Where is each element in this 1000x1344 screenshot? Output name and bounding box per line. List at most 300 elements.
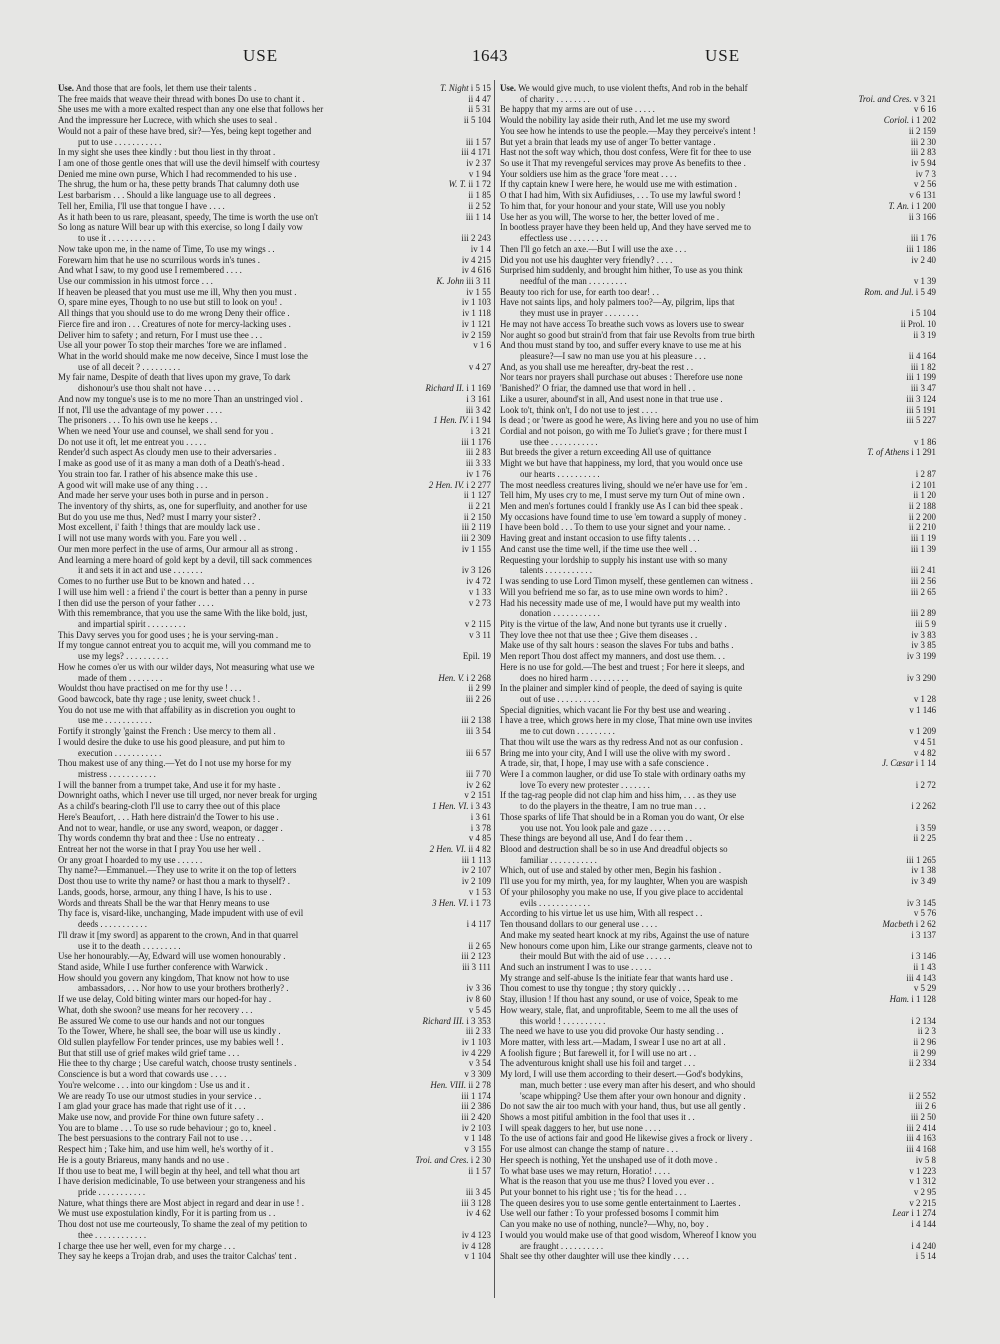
entry-line — [58, 908, 491, 919]
act-scene-line: v 1 94 — [468, 168, 491, 179]
quotation-text: Do not use it oft, let me entreat you . . . . . — [58, 436, 207, 447]
quotation-text: A foolish figure ; But farewell it, for I will use no art . . — [500, 1047, 696, 1058]
entry-line — [58, 930, 491, 941]
quotation-text: Bring me into your city, And I will use the olive with my sword . — [500, 747, 731, 758]
citation — [887, 994, 936, 1005]
entry-line — [58, 383, 491, 394]
act-scene-line: i 3 161 — [466, 393, 491, 404]
entry-line — [58, 1219, 491, 1230]
quotation-text: I am glad your grace has made that right use of it . . . — [58, 1101, 246, 1112]
citation — [459, 544, 491, 555]
act-scene-line: iv 3 145 — [906, 897, 936, 908]
entry-line — [500, 115, 936, 126]
entry-line — [58, 769, 491, 780]
entry-line — [500, 1241, 936, 1252]
citation — [910, 833, 936, 844]
citation — [906, 512, 936, 523]
act-scene-line: ii 2 99 — [468, 683, 491, 694]
entry-line — [58, 608, 491, 619]
act-scene-line: iii 3 128 — [461, 1197, 491, 1208]
act-scene-line: iv 1 155 — [461, 543, 491, 554]
citation — [911, 179, 936, 190]
entry-line — [58, 330, 491, 341]
act-scene-line: i 3 43 — [470, 801, 491, 812]
entry-line — [58, 447, 491, 458]
entry-line — [58, 598, 491, 609]
quotation-text: I will speak daggers to her, but use none . . . . — [500, 1122, 661, 1133]
quotation-text: I will the banner from a trumpet take, And use it for my haste . — [58, 779, 281, 790]
quotation-text: And what I saw, to my good use I remembered . . . . — [58, 265, 242, 276]
act-scene-line: i 2 87 — [915, 468, 936, 479]
quotation-text: What in the world should make me now deceive, Since I must lose the — [58, 350, 308, 361]
act-scene-line: iv 1 55 — [466, 286, 491, 297]
quotation-text: If not, I'll use the advantage of my power . . . . — [58, 404, 223, 415]
play-title: Rom. and Jul. — [864, 286, 914, 297]
act-scene-line: iv 4 128 — [461, 1240, 491, 1251]
entry-line — [500, 383, 936, 394]
citation — [463, 469, 491, 480]
entry-line — [58, 405, 491, 416]
quotation-text: I have been bold . . . To them to use your signet and your name. . — [500, 522, 731, 533]
citation — [429, 898, 491, 909]
entry-line — [58, 115, 491, 126]
citation — [465, 201, 491, 212]
quotation-text: Had his necessity made use of me, I would have put my wealth into — [500, 597, 741, 608]
act-scene-line: i 5 15 — [470, 83, 491, 93]
act-scene-line: v 6 131 — [909, 190, 936, 201]
quotation-text: My lord, I will use them according to their desert.—God's bodykins, — [500, 1069, 743, 1080]
act-scene-line: v 1 148 — [464, 1133, 491, 1144]
citation — [908, 630, 936, 641]
act-scene-line: iii 2 83 — [910, 147, 936, 158]
act-scene-line: v 3 54 — [468, 1058, 491, 1069]
entry-line — [58, 308, 491, 319]
entry-line — [500, 662, 936, 673]
act-scene-line: v 1 86 — [913, 436, 936, 447]
quotation-text: Make use now, and provide For thine own future safety . . — [58, 1112, 264, 1122]
act-scene-line: i 3 21 — [470, 426, 491, 436]
act-scene-line: iii 2 414 — [906, 1122, 936, 1133]
citation — [459, 522, 491, 533]
left-column — [58, 83, 491, 1262]
act-scene-line: i 1 128 — [911, 994, 936, 1005]
play-title: Richard III. — [422, 1015, 465, 1026]
entry-line — [500, 598, 936, 609]
act-scene-line: i 2 277 — [466, 479, 491, 490]
quotation-text: Comes to no further use But to be known and hated . . . — [58, 576, 255, 587]
act-scene-line: iv 1 76 — [466, 468, 491, 479]
quotation-text: and impartial spirit . . . . . . . . . — [78, 618, 186, 629]
entry-line — [500, 1230, 936, 1241]
citation — [463, 137, 491, 148]
act-scene-line: iii 1 39 — [910, 543, 936, 554]
entry-line — [58, 201, 491, 212]
entry-line — [58, 1166, 491, 1177]
entry-line — [58, 94, 491, 105]
citation — [906, 705, 936, 716]
quotation-text: Wouldst thou have practised on me for thy use ! . . . — [58, 683, 242, 694]
quotation-text: Be happy that my arms are out of use . . . . . — [500, 104, 655, 115]
quotation-text: this world ! . . . . . . . . . . — [520, 1015, 606, 1026]
act-scene-line: v 3 11 — [469, 629, 491, 640]
entry-line — [58, 169, 491, 180]
play-title: Lear — [892, 1208, 910, 1219]
quotation-text: Our men more perfect in the use of arms, Our armour all as strong . — [58, 543, 298, 554]
quotation-text: They say he keeps a Trojan drab, and uses the traitor Calchas' tent . — [58, 1251, 297, 1262]
entry-line — [58, 1069, 491, 1080]
citation — [459, 876, 491, 887]
citation — [458, 533, 491, 544]
act-scene-line: iv 4 123 — [461, 1229, 491, 1240]
entry-line — [58, 983, 491, 994]
entry-line — [58, 512, 491, 523]
entry-line — [58, 394, 491, 405]
quotation-text: If thy captain knew I were here, he would use me with estimation . — [500, 179, 737, 190]
citation — [903, 1133, 936, 1144]
entry-line — [58, 1080, 491, 1091]
citation — [463, 447, 491, 458]
citation — [908, 640, 936, 651]
act-scene-line: iii 1 176 — [461, 436, 491, 447]
quotation-text: How weary, stale, flat, and unprofitable, Seem to me all the uses of — [500, 1004, 738, 1015]
quotation-text: Lest barbarism . . . Should a like language use to all degrees . — [58, 190, 276, 201]
entry-line — [500, 522, 936, 533]
citation — [429, 801, 491, 812]
entry-line — [58, 619, 491, 630]
entry-line — [500, 169, 936, 180]
citation — [423, 383, 492, 394]
entry-line — [58, 941, 491, 952]
act-scene-line: iii 1 174 — [461, 1090, 491, 1101]
quotation-text: A good wit will make use of any thing . . . — [58, 479, 208, 490]
citation — [861, 287, 936, 298]
quotation-text: He may not have access To breathe such vows as lovers use to swear — [500, 318, 744, 329]
quotation-text: Most excellent, i' faith ! things that are mouldy lack use . — [58, 522, 260, 533]
act-scene-line: i 2 72 — [915, 779, 936, 790]
act-scene-line: iv 5 94 — [911, 158, 936, 169]
citation — [911, 104, 936, 115]
quotation-text: Were I a common laugher, or did use To stale with ordinary oaths my — [500, 769, 746, 779]
entry-line — [500, 297, 936, 308]
citation — [463, 287, 491, 298]
act-scene-line: i 2 268 — [466, 672, 491, 683]
citation — [459, 865, 491, 876]
act-scene-line: i 5 49 — [915, 286, 936, 297]
quotation-text: The adventurous knight shall use his foil and target . . . — [500, 1058, 696, 1069]
entry-line — [500, 1208, 936, 1219]
act-scene-line: ii 4 82 — [468, 844, 491, 855]
entry-line — [58, 1155, 491, 1166]
act-scene-line: iii 2 386 — [461, 1101, 491, 1112]
headword: Use. — [500, 83, 517, 93]
act-scene-line: i 1 274 — [911, 1208, 936, 1219]
entry-line — [58, 673, 491, 684]
act-scene-line: iii 5 191 — [906, 404, 936, 415]
citation — [458, 147, 491, 158]
quotation-text: Nor tears nor prayers shall purchase out abuses : Therefore use none — [500, 372, 743, 383]
entry-line — [58, 522, 491, 533]
citation — [911, 694, 936, 705]
entry-line — [500, 426, 936, 437]
citation — [458, 233, 491, 244]
citation — [458, 1101, 491, 1112]
entry-line — [58, 662, 491, 673]
citation — [903, 855, 936, 866]
quotation-text: Would the nobility lay aside their ruth, And let me use my sword — [500, 115, 730, 126]
entry-line — [500, 1058, 936, 1069]
citation — [463, 1187, 491, 1198]
entry-line — [500, 694, 936, 705]
entry-line — [58, 1016, 491, 1027]
citation — [903, 973, 936, 984]
citation — [459, 855, 491, 866]
entry-line — [500, 340, 936, 351]
entry-line — [58, 1026, 491, 1037]
quotation-text: These things are beyond all use, And I do fear them . . — [500, 833, 692, 844]
act-scene-line: iv 1 38 — [911, 865, 936, 876]
citation — [466, 1005, 491, 1016]
citation — [908, 1016, 936, 1027]
act-scene-line: ii 2 65 — [468, 940, 491, 951]
quotation-text: Is dead ; or 'twere as good he were, As living here and you no use of him — [500, 415, 759, 426]
quotation-text: How should you govern any kingdom, That know not how to use — [58, 972, 290, 983]
act-scene-line: v 4 82 — [913, 747, 936, 758]
quotation-text: Tell him, My uses cry to me, I must serve my turn Out of mine own . — [500, 490, 745, 501]
entry-line — [58, 1123, 491, 1134]
quotation-text: Have not saints lips, and holy palmers too?—Ay, pilgrim, lips that — [500, 297, 735, 308]
quotation-text: use it to the death . . . . . . . . . — [78, 940, 181, 951]
entry-line — [500, 1123, 936, 1134]
quotation-text: Here's Beaufort, . . . Hath here distrain'd the Tower to his use . — [58, 811, 279, 822]
citation — [460, 651, 491, 662]
act-scene-line: ii 4 47 — [468, 93, 491, 104]
entry-line — [500, 640, 936, 651]
entry-line — [500, 565, 936, 576]
entry-line — [58, 898, 491, 909]
entry-line — [500, 544, 936, 555]
quotation-text: In my sight she uses thee kindly : but thou liest in thy throat . — [58, 147, 276, 158]
act-scene-line: iv 3 199 — [906, 651, 936, 662]
act-scene-line: iv 4 62 — [466, 1208, 491, 1219]
play-title: 3 Hen. VI. — [432, 897, 469, 908]
act-scene-line: iii 2 41 — [910, 565, 936, 576]
entry-line — [58, 490, 491, 501]
citation — [435, 673, 491, 684]
citation — [855, 94, 936, 105]
citation — [463, 694, 491, 705]
citation — [463, 212, 491, 223]
right-column — [500, 83, 936, 1262]
citation — [906, 501, 936, 512]
act-scene-line: v 1 33 — [468, 586, 491, 597]
quotation-text: Stay, illusion ! If thou hast any sound, or use of voice, Speak to me — [500, 994, 738, 1005]
entry-line — [58, 544, 491, 555]
entry-line — [500, 362, 936, 373]
act-scene-line: v 2 115 — [464, 618, 491, 629]
citation — [468, 812, 491, 823]
page-number: 1643 — [472, 46, 508, 65]
play-title: Macbeth — [882, 919, 914, 930]
act-scene-line: i 1 14 — [915, 758, 936, 769]
citation — [466, 1058, 491, 1069]
quotation-text: The free maids that weave their thread with bones Do use to chant it . — [58, 93, 305, 104]
citation — [913, 823, 936, 834]
entry-line — [58, 651, 491, 662]
entry-line — [58, 1058, 491, 1069]
act-scene-line: iv 2 62 — [466, 779, 491, 790]
act-scene-line: iv 2 159 — [461, 329, 491, 340]
play-title: Troi. and Cres. — [415, 1154, 469, 1165]
act-scene-line: iii 7 70 — [465, 769, 491, 779]
entry-line — [58, 158, 491, 169]
citation — [466, 887, 491, 898]
citation — [459, 1230, 491, 1241]
act-scene-line: i 1 202 — [911, 115, 936, 126]
entry-line — [500, 608, 936, 619]
entry-line — [500, 865, 936, 876]
quotation-text: If thou use to beat me, I will begin at thy heel, and tell what thou art — [58, 1165, 300, 1176]
entry-line — [500, 994, 936, 1005]
act-scene-line: ii 5 104 — [463, 115, 491, 126]
citation — [459, 265, 491, 276]
act-scene-line: iii 3 42 — [465, 404, 491, 415]
quotation-text: Men report Thou dost affect my manners, and dost use them. . . — [500, 651, 725, 662]
quotation-text: Hie thee to thy charge ; Use careful watch, choose trusty sentinels . — [58, 1058, 297, 1069]
act-scene-line: iv 2 109 — [461, 876, 491, 887]
entry-line — [500, 555, 936, 566]
citation — [913, 469, 936, 480]
entry-line — [500, 158, 936, 169]
act-scene-line: iii 1 186 — [906, 243, 936, 254]
entry-line — [58, 748, 491, 759]
quotation-text: man, much better : use every man after his desert, and who should — [520, 1079, 756, 1090]
entry-line — [500, 973, 936, 984]
entry-line — [500, 308, 936, 319]
quotation-text: Conscience is but a word that cowards use . . . . — [58, 1069, 227, 1080]
quotation-text: Forewarn him that he use no scurrilous words in's tunes . — [58, 254, 260, 265]
citation — [463, 769, 491, 780]
act-scene-line: iii 2 119 — [461, 522, 491, 533]
quotation-text: To him that, for your honour and your state, Will use you nobly — [500, 200, 726, 211]
entry-line — [500, 823, 936, 834]
entry-line — [500, 1080, 936, 1091]
quotation-text: Put your bonnet to his right use ; 'tis for the head . . . — [500, 1187, 687, 1198]
citation — [908, 533, 936, 544]
quotation-text: The shrug, the hum or ha, these petty brands That calumny doth use — [58, 179, 299, 190]
quotation-text: New honours come upon him, Like our strange garments, cleave not to — [500, 940, 753, 951]
act-scene-line: i 2 101 — [911, 479, 936, 490]
entry-line — [500, 1219, 936, 1230]
act-scene-line: i 1 291 — [911, 447, 936, 458]
quotation-text: Would not a pair of these have bred, sir?—Yes, being kept together and — [58, 125, 312, 136]
act-scene-line: iii 2 65 — [910, 586, 936, 597]
citation — [470, 340, 491, 351]
quotation-text: Thy words condemn thy brat and thee : Use no entreaty . . — [58, 833, 265, 844]
quotation-text: What is the reason that you use me thus? I loved you ever . . — [500, 1176, 714, 1187]
quotation-text: You do not use me with that affability as in discretion you ought to — [58, 704, 296, 715]
quotation-text: Thou dost not use me courteously, To shame the zeal of my petition to — [58, 1219, 308, 1230]
quotation-text: 'scape whipping? Use them after your own honour and dignity . — [520, 1090, 746, 1101]
quotation-text: does no hired harm . . . . . . . . . — [520, 672, 629, 683]
citation — [908, 137, 936, 148]
quotation-text: Use well our father : To your professed bosoms I commit him — [500, 1208, 719, 1219]
act-scene-line: ii 1 43 — [913, 961, 936, 972]
entry-line — [500, 1101, 936, 1112]
quotation-text: I then did use the person of your father . . . . — [58, 597, 214, 608]
quotation-text: And now my tongue's use is to me no more Than an unstringed viol . — [58, 393, 303, 404]
quotation-text: execution . . . . . . . . . . . — [78, 747, 162, 758]
entry-line — [500, 1198, 936, 1209]
quotation-text: Dost thou use to write thy name? or hast thou a mark to thyself? . — [58, 876, 290, 887]
entry-line — [58, 83, 491, 94]
citation — [466, 833, 491, 844]
quotation-text: That thou wilt use the wars as thy redress And not as our confusion . — [500, 736, 743, 747]
quotation-text: If my tongue cannot entreat you to acquit me, will you command me to — [58, 640, 311, 651]
quotation-text: Use our commission in his utmost force . . . — [58, 275, 213, 286]
act-scene-line: iii 6 57 — [465, 747, 491, 758]
quotation-text: to use it . . . . . . . . . . . — [78, 233, 155, 244]
quotation-text: Tell her, Emilia, I'll use that tongue I have . . . . — [58, 200, 225, 211]
act-scene-line: v 2 95 — [913, 1187, 936, 1198]
citation — [911, 737, 936, 748]
citation — [463, 994, 491, 1005]
entry-line — [58, 1208, 491, 1219]
act-scene-line: iv 1 118 — [462, 308, 491, 319]
entry-line — [58, 962, 491, 973]
citation — [911, 983, 936, 994]
quotation-text: Use all your power To stop their marches 'fore we are inflamed . — [58, 340, 287, 351]
quotation-text: So use it That my revengeful services may prove As benefits to thee . — [500, 158, 746, 169]
act-scene-line: v 5 29 — [913, 983, 936, 994]
citation — [908, 930, 936, 941]
quotation-text: To the use of actions fair and good He likewise gives a frock or livery . — [500, 1133, 753, 1144]
entry-line — [58, 287, 491, 298]
quotation-text: Be assured We come to use our hands and not our tongues — [58, 1015, 265, 1026]
entry-line — [500, 104, 936, 115]
entry-line — [500, 1176, 936, 1187]
citation — [465, 190, 491, 201]
citation — [466, 630, 491, 641]
quotation-text: O, spare mine eyes, Though to no use but still to look on you! . — [58, 297, 282, 308]
quotation-text: out of use . . . . . . . . . . — [520, 693, 600, 704]
quotation-text: What, doth she swoon? use means for her recovery . . . — [58, 1004, 253, 1015]
citation — [466, 598, 491, 609]
act-scene-line: ii 3 19 — [913, 329, 936, 340]
entry-line — [58, 1230, 491, 1241]
act-scene-line: iv 4 616 — [461, 265, 491, 276]
quotation-text: The most needless creatures living, should we ne'er have use for 'em . — [500, 479, 748, 490]
quotation-text: dishonour's use thou shalt not have . . . . — [78, 383, 220, 394]
quotation-text: thee . . . . . . . . . . . . — [78, 1229, 147, 1240]
citation — [880, 919, 937, 930]
quotation-text: Entreat her not the worse in that I pray You use her well . — [58, 844, 261, 855]
entry-line — [58, 1251, 491, 1262]
entry-line — [58, 1187, 491, 1198]
citation — [910, 490, 936, 501]
citation — [466, 169, 491, 180]
citation — [913, 169, 936, 180]
entry-line — [58, 179, 491, 190]
act-scene-line: i 2 262 — [911, 801, 936, 812]
citation — [903, 1144, 936, 1155]
citation — [908, 876, 936, 887]
citation — [908, 147, 936, 158]
citation — [910, 1048, 936, 1059]
quotation-text: And learning a mere hoard of gold kept by a devil, till sack commences — [58, 554, 312, 565]
entry-line — [500, 94, 936, 105]
quotation-text: Or any groat I hoarded to my use . . . . . . — [58, 854, 203, 865]
citation — [913, 780, 936, 791]
